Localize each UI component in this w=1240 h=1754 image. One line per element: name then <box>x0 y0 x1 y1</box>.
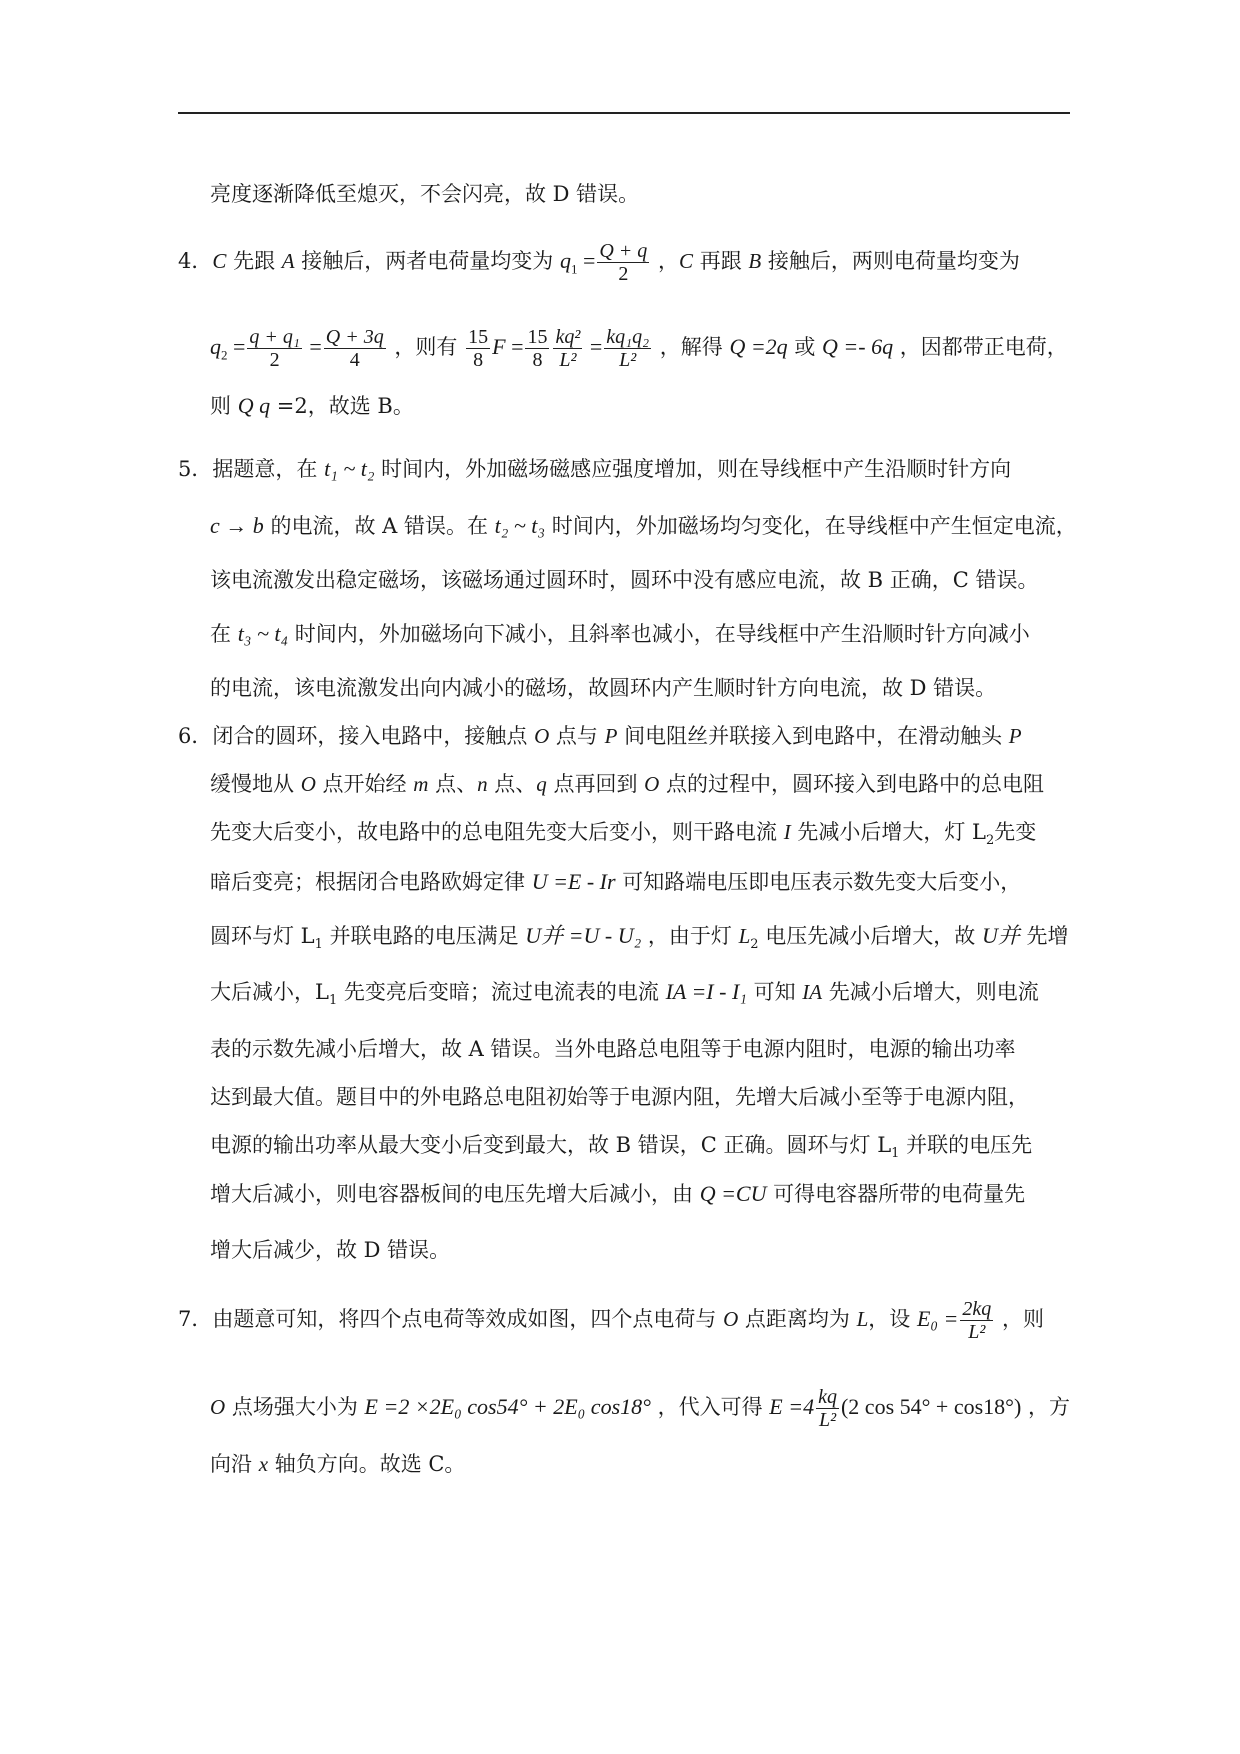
item-6-line-9: 电源的输出功率从最大变小后变到最大，故 B 错误，C 正确。圆环与灯 $L_1$ 并联的电压先 <box>210 1133 1033 1162</box>
item-6-line-8: 达到最大值。题目中的外电路总电阻初始等于电源内阻，先增大后减小至等于电源内阻， <box>210 1085 1029 1109</box>
fraction: $\frac{\text{kq₁q₂}}{\text{L²}}$ <box>606 326 650 371</box>
item-6-line-11: 增大后减少，故 D 错误。 <box>210 1238 451 1262</box>
item-5-line-5: 的电流，该电流激发出向内减小的磁场，故圆环内产生顺时针方向电流，故 D 错误。 <box>210 676 997 700</box>
fraction: $\frac{\text{q + q₁}}{2}$ <box>249 326 300 371</box>
item-6-line-3: 先变大后变小，故电路中的总电阻先变大后变小，则干路电流 I 先减小后增大，灯 $L_2$先变 <box>210 820 1037 849</box>
item-5-line-3: 该电流激发出稳定磁场，该磁场通过圆环时，圆环中没有感应电流，故 B 正确，C 错误。 <box>210 568 1039 592</box>
item-5-line-4: 在 t₃ ~ t₄ 时间内，外加磁场向下减小，且斜率也减小，在导线框中产生沿顺时针方向减小 <box>210 621 1030 646</box>
item-6-line-5: 圆环与灯 $L_1$ 并联电路的电压满足 U并 =U - U₂ ，由于灯 $L_2$ 电压先减小后增大，故 U并 先增 <box>210 923 1069 953</box>
header-rule <box>178 112 1070 114</box>
item-6-line-1: 6．闭合的圆环，接入电路中，接触点 O 点与 P 间电阻丝并联接入到电路中，在滑动触头 P <box>178 724 1022 748</box>
fraction: $\frac{kq}{\text{L²}}$ <box>818 1386 837 1431</box>
item-7-line-1: 7．由题意可知，将四个点电荷等效成如图，四个点电荷与 O 点距离均为 L，设 E₀ = $\frac{2kq}{\text{L²}}$ ，则 <box>178 1298 1044 1343</box>
fraction: $\frac{2kq}{\text{L²}}$ <box>962 1298 992 1343</box>
item-7-line-3: 向沿 x 轴负方向。故选 C。 <box>210 1452 466 1476</box>
item-6-line-4: 暗后变亮；根据闭合电路欧姆定律 U =E - Ir 可知路端电压即电压表示数先变大后变小， <box>210 869 1022 894</box>
fraction: $\frac{15}{8}$ <box>468 326 489 371</box>
item-5-line-1: 5．据题意，在 t₁ ~ t₂ 时间内，外加磁场磁感应强度增加，则在导线框中产生沿顺时针方向 <box>178 456 1012 481</box>
item-6-line-2: 缓慢地从 O 点开始经 m 点、n 点、q 点再回到 O 点的过程中，圆环接入到电路中的总电阻 <box>210 772 1044 796</box>
item-7-line-2: O 点场强大小为 E =2 ×2E₀ cos54° + 2E₀ cos18° ，代入可得 E =4 $\frac{kq}{\text{L²}}(2$ cos 54° + cos18°) ，方 <box>210 1386 1070 1431</box>
fraction: $\frac{15}{8}$ <box>527 326 548 371</box>
fraction: $\frac{Q + 3q}{4}$ <box>325 326 384 371</box>
item-4-line-2: $q_2$ = $\frac{\text{q + q₁}}{2}$ = $\frac{Q + 3q}{4}$ ，则有 $\frac{15}{8}$ F = $\frac{15}{8}$ $\frac{\text{kq²}}{\text{L²}}$ = $\frac{\text{kq₁q₂}}{\text{L²}}$ ，解得 Q =2q 或 Q =- 6q ，因都带正电荷， <box>210 326 1068 371</box>
fraction: $\frac{Q + q}{2}$ <box>599 240 648 285</box>
item-6-line-10: 增大后减小，则电容器板间的电压先增大后减小，由 Q =CU 可得电容器所带的电荷量先 <box>210 1181 1026 1206</box>
fraction: $\frac{\text{kq²}}{\text{L²}}$ <box>555 326 581 371</box>
item-6-line-7: 表的示数先减小后增大，故 A 错误。当外电路总电阻等于电源内阻时，电源的输出功率 <box>210 1037 1016 1061</box>
item-4-line-1: 4．C 先跟 A 接触后，两者电荷量均变为 $q_1$ = $\frac{Q + q}{2}$ ，C 再跟 B 接触后，两则电荷量均变为 <box>178 240 1020 285</box>
item-6-line-6: 大后减小，$L_1$ 先变亮后变暗；流过电流表的电流 IA =I - I₁ 可知 IA 先减小后增大，则电流 <box>210 979 1039 1009</box>
item-4-line-3: 则 Q q =2，故选 B。 <box>210 393 414 418</box>
item-5-line-2: c → b 的电流，故 A 错误。在 t₂ ~ t₃ 时间内，外加磁场均匀变化，在导线框中产生恒定电流， <box>210 513 1077 538</box>
text-line: 亮度逐渐降低至熄灭，不会闪亮，故 D 错误。 <box>210 182 640 206</box>
